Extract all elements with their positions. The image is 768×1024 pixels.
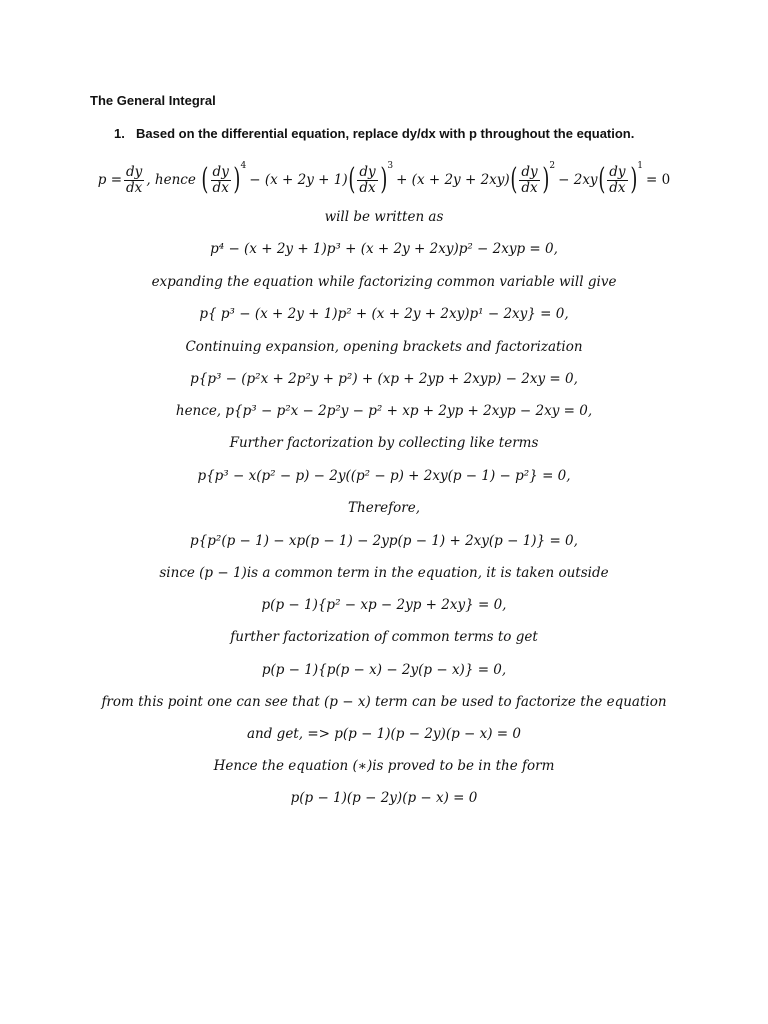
text-line: from this point one can see that (p − x) term can be used to factorize the equation	[101, 694, 667, 710]
fraction-numerator: dy	[359, 163, 376, 180]
fraction-numerator: dy	[609, 163, 626, 180]
equation-line: p(p − 1){p(p − x) − 2y(p − x)} = 0,	[261, 662, 507, 678]
equation-line: p(p − 1)(p − 2y)(p − x) = 0	[290, 790, 478, 806]
fraction-dy-dx	[357, 165, 377, 196]
right-paren: )	[629, 162, 637, 197]
text-line: further factorization of common terms to get	[230, 629, 538, 645]
equation-line: p{ p³ − (x + 2y + 1)p² + (x + 2y + 2xy)p¹ − 2xy} = 0,	[199, 306, 569, 322]
equation-line: p(p − 1){p² − xp − 2yp + 2xy} = 0,	[261, 597, 507, 613]
exponent-3: 3	[387, 161, 394, 171]
fraction-numerator: dy	[521, 163, 538, 180]
text-line: since (p − 1)is a common term in the equation, it is taken outside	[159, 565, 609, 581]
left-paren: (	[201, 162, 209, 197]
equation-line: p⁴ − (x + 2y + 1)p³ + (x + 2y + 2xy)p² − 2xyp = 0,	[210, 241, 558, 257]
fraction-numerator: dy	[126, 163, 143, 180]
equation-line: and get, => p(p − 1)(p − 2y)(p − x) = 0	[247, 726, 521, 742]
left-paren: (	[510, 162, 518, 197]
fraction-dy-dx	[607, 165, 627, 196]
right-paren: )	[233, 162, 241, 197]
fraction-numerator: dy	[212, 163, 229, 180]
list-number: 1.	[114, 126, 125, 141]
eq-term-3: − 2xy	[558, 172, 598, 188]
text-line: will be written as	[324, 209, 444, 225]
fraction-dy-dx	[519, 165, 539, 196]
equation-line: p{p³ − x(p² − p) − 2y((p² − p) + 2xy(p − 1) − p²} = 0,	[197, 468, 571, 484]
exponent-2: 2	[549, 161, 556, 171]
equation-dy-dx	[0, 160, 768, 200]
eq-lhs: p =	[97, 172, 123, 188]
eq-rhs: = 0	[646, 172, 671, 188]
equation-line: p{p³ − (p²x + 2p²y + p²) + (xp + 2yp + 2xyp) − 2xy = 0,	[190, 371, 578, 387]
right-paren: )	[542, 162, 550, 197]
fraction-denominator: dx	[126, 179, 143, 196]
left-paren: (	[347, 162, 355, 197]
eq-hence: , hence	[146, 172, 196, 188]
eq-term-2: + (x + 2y + 2xy)	[396, 172, 510, 188]
section-title: The General Integral	[90, 93, 216, 108]
right-paren: )	[379, 162, 387, 197]
equation-line: p{p²(p − 1) − xp(p − 1) − 2yp(p − 1) + 2xy(p − 1)} = 0,	[190, 533, 578, 549]
fraction-denominator: dx	[521, 179, 538, 196]
fraction-dy-dx	[211, 165, 231, 196]
fraction-denominator: dx	[359, 179, 376, 196]
list-item-text: Based on the differential equation, replace dy/dx with p throughout the equation.	[136, 126, 635, 141]
eq-term-1: − (x + 2y + 1)	[249, 172, 348, 188]
text-line: expanding the equation while factorizing common variable will give	[151, 274, 617, 290]
text-line: Continuing expansion, opening brackets and factorization	[185, 339, 583, 355]
equation-line: hence, p{p³ − p²x − 2p²y − p² + xp + 2yp + 2xyp − 2xy = 0,	[175, 403, 593, 419]
text-line: Further factorization by collecting like terms	[229, 435, 539, 451]
exponent-1: 1	[637, 161, 644, 171]
text-line: Hence the equation (∗)is proved to be in the form	[213, 758, 555, 774]
fraction-dy-dx	[124, 165, 144, 196]
numbered-list-item	[114, 126, 634, 141]
exponent-4: 4	[240, 161, 247, 171]
left-paren: (	[597, 162, 605, 197]
fraction-denominator: dx	[609, 179, 626, 196]
fraction-denominator: dx	[212, 179, 229, 196]
text-line: Therefore,	[348, 500, 420, 516]
